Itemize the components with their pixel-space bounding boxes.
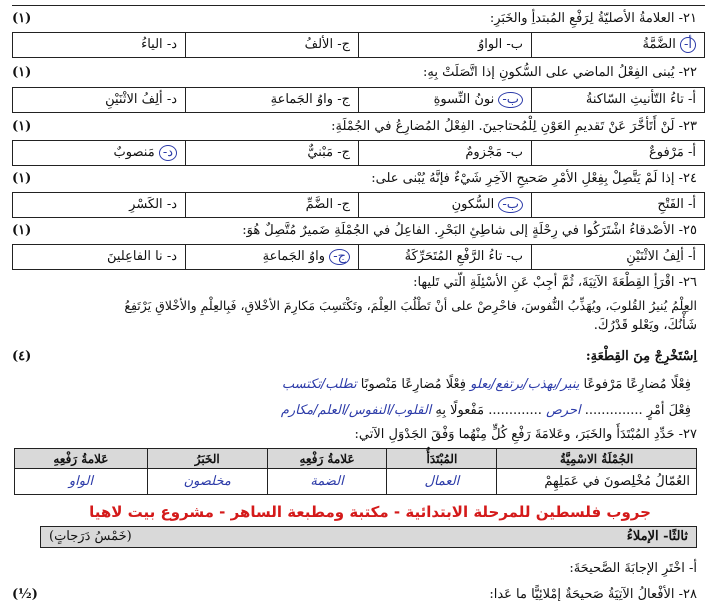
q25-option-d[interactable]: د- نا الفاعِلينَ [106,249,177,264]
section-3-marks: (خَمْسُ دَرَجاتٍ) [49,529,132,544]
question-24-text: ٢٤- إذا لَمْ يَتَّصِلْ بِفِعْلِ الأمْرِ صَحيحِ الآخِرِ شَيْءٌ فإنَّهُ يُبْنى على: [371,171,697,186]
q24-option-a[interactable]: أ- الفَتْحِ [531,193,704,217]
passage-line-1: العِلْمُ يُنيرُ القُلوبَ، ويُهَذِّبُ النُّفوسَ، فاحْرِصْ على أنْ تَطْلُبَ العِلْمَ، وتَكْتَسِبَ مَكارِمَ الأخْلاقِ، فَبِالعِلْمِ والأخْلاقِ يَرْتَفِعُ [124,298,697,313]
q22-option-c[interactable]: ج- واوُ الجَماعةِ [185,88,358,112]
question-26-text: ٢٦- اقْرَأِ القِطْعَةَ الآتِيَةَ، ثُمَّ أجِبْ عَنِ الأسْئِلَةِ الّتي تَليها: [413,275,697,290]
cell-subject-answer[interactable]: العمال [387,469,497,495]
header-predicate: الخَبَرُ [147,449,267,469]
q21-option-a[interactable]: أ- الضَّمَّةُ [531,33,704,57]
cell-predicate-sign-answer[interactable]: الواو [15,469,148,495]
q23-option-a[interactable]: أ- مَرْفوعٌ [531,141,704,165]
present-raised-label: فِعْلًا مُضارِعًا مَرْفوعًا [583,377,691,392]
extract-line-b: فِعْلَ أمْرٍ .............. احرص ............. مَفْعولًا بِهِ القلوب/النفوس/العلم/مكارم [280,403,691,418]
present-accusative-label: فِعْلًا مُضارِعًا مَنْصوبًا [360,377,466,392]
q25-option-c[interactable]: ج- واوُ الجَماعةِ [185,245,358,269]
q23-option-b[interactable]: ب- مَجْزومٌ [358,141,531,165]
question-23-text: ٢٣- لَنْ أَتَأخَّرَ عَنْ تَقديمِ العَوْنِ لِلْمُحتاجينَ. الفِعْلُ المُضارِعُ في الجُمْلَةِ: [331,119,697,134]
q22-option-d[interactable]: د- ألِفُ الاثْنَيْنِ [105,92,177,107]
header-predicate-sign: عَلامةُ رَفْعِهِ [15,449,148,469]
object-answer[interactable]: القلوب/النفوس/العلم/مكارم [280,403,432,418]
imperative-label: فِعْلَ أمْرٍ [646,403,691,418]
question-24-marks: (١) [12,171,32,186]
question-21-marks: (١) [12,11,32,26]
question-22-marks: (١) [12,65,32,80]
extract-marks: (٤) [12,349,32,364]
question-27-text: ٢٧- حَدِّدِ المُبْتَدَأَ والخَبَرَ، وعَلامَةَ رَفْعِ كُلٍّ مِنْهُما وَفْقَ الجَدْوَلِ الآتي: [354,427,697,442]
present-raised-answer[interactable]: ينير/يهذب/يرتفع/يعلو [470,377,580,392]
extract-label: اِسْتَخْرِجْ مِنَ القِطْعَةِ: [585,349,697,364]
question-28 [12,584,697,606]
question-22-text: ٢٢- يُبنى الفِعْلُ الماضي على السُّكونِ إذا اتَّصَلَتْ بِهِ: [423,65,697,80]
table-row [15,469,697,495]
q25-option-a[interactable]: أ- ألِفُ الاثْنَيْنِ [531,245,704,269]
q21-option-c[interactable]: ج- الألفُ [185,33,358,57]
q23-option-c[interactable]: ج- مَبْنيٌّ [185,141,358,165]
question-22-options [12,87,705,113]
question-24-options [12,192,705,218]
section-3-bar [40,526,697,548]
q22-option-a[interactable]: أ- تاءُ التّأنيثِ السّاكنةُ [531,88,704,112]
reading-passage [30,296,697,336]
header-subject: المُبْتَدَأُ [387,449,497,469]
cell-sentence: العُمّالُ مُخْلِصونَ في عَمَلِهِمْ [497,469,697,495]
cell-subject-sign-answer[interactable]: الضمة [267,469,387,495]
passage-line-2: شَأْنُكَ، ويَعْلو قَدْرُكَ. [593,318,697,333]
q24-option-c[interactable]: ج- الضَّمِّ [185,193,358,217]
question-28-text: ٢٨- الأفْعالُ الآتِيَةُ صَحيحَةٌ إمْلائِيًّا ما عَدا: [489,587,697,602]
question-21-options [12,32,705,58]
table-header-row [15,449,697,469]
question-23-options [12,140,705,166]
q25-option-b[interactable]: ب- تاءُ الرَّفْعِ المُتَحَرِّكَةُ [358,245,531,269]
previous-question-options-edge [12,0,705,6]
q21-option-d[interactable]: د- الياءُ [141,37,177,52]
question-21 [12,8,697,30]
question-23 [12,116,697,138]
header-nominal-sentence: الجُمْلَةُ الاسْمِيَّةُ [497,449,697,469]
q24-option-b[interactable]: ب- السُّكونِ [358,193,531,217]
object-label: مَفْعولًا بِهِ [435,403,485,418]
imperative-answer[interactable]: احرص [546,403,581,418]
question-27 [40,424,697,446]
question-28-marks: (½) [12,587,38,602]
question-25-text: ٢٥- الأصْدقاءُ اشْتَرَكُوا في رِحْلَةٍ إلى شاطِئِ البَحْرِ. الفاعِلُ في الجُمْلَةِ ضَميرٌ مُتَّصِلٌ هُوَ: [242,223,697,238]
present-accusative-answer[interactable]: تطلب/تكتسب [281,377,357,392]
question-24 [12,168,697,190]
question-25-options [12,244,705,270]
part-a-instruction [40,558,697,580]
cell-predicate-answer[interactable]: مخلصون [147,469,267,495]
q23-option-d[interactable]: د- مَنصوبٌ [13,141,185,165]
question-22 [12,62,697,84]
question-23-marks: (١) [12,119,32,134]
watermark-banner: جروب فلسطين للمرحلة الابتدائية - مكتبة ومطبعة الساهر - مشروع بيت لاهيا [89,503,651,521]
header-subject-sign: عَلامةُ رَفْعِهِ [267,449,387,469]
q21-option-b[interactable]: ب- الواوُ [358,33,531,57]
extract-instruction [12,346,697,368]
subject-predicate-table [14,448,697,495]
part-a-text: أ- اخْتَرِ الإجابَةَ الصَّحيحَةَ: [569,561,697,576]
extract-line-a [40,374,697,396]
section-3-title: ثالثًا- الإملاءُ [626,529,688,544]
q24-option-d[interactable]: د- الكَسْرِ [129,197,177,212]
question-26 [40,272,697,294]
question-21-text: ٢١- العلامةُ الأصليّةُ لِرَفْعِ المُبتدأِ والخَبَرِ: [489,11,697,26]
question-25-marks: (١) [12,223,32,238]
q22-option-b[interactable]: ب- نونُ النِّسوةِ [358,88,531,112]
question-25 [12,220,697,242]
